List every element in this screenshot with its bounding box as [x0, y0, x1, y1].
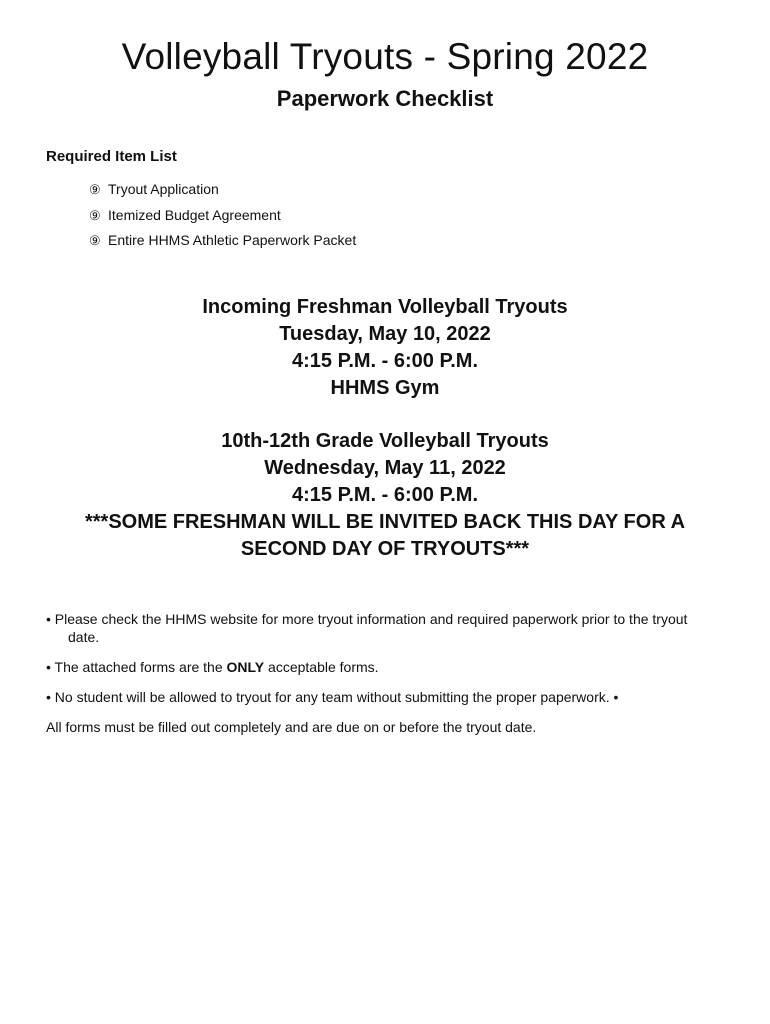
required-items-heading: Required Item List — [46, 148, 177, 165]
upperclass-tryout-time: 4:15 P.M. - 6:00 P.M. — [291, 484, 478, 506]
page-subtitle: Paperwork Checklist — [276, 86, 494, 111]
freshman-tryout-info — [0, 294, 770, 402]
website-note: • Please check the HHMS website for more tryout information and required paperwork prior to the tryout date. — [46, 611, 688, 645]
freshman-tryout-time: 4:15 P.M. - 6:00 P.M. — [291, 350, 478, 372]
freshman-tryout-date: Tuesday, May 10, 2022 — [279, 323, 491, 345]
paperwork-required-note: • No student will be allowed to tryout for any team without submitting the proper paperwork. • — [46, 689, 619, 705]
forms-note — [46, 658, 706, 676]
forms-due-note: All forms must be filled out completely and are due on or before the tryout date. — [46, 719, 537, 735]
list-item — [89, 205, 356, 231]
second-day-notice: ***SOME FRESHMAN WILL BE INVITED BACK THIS DAY FOR A SECOND DAY OF TRYOUTS*** — [84, 511, 686, 560]
freshman-tryout-title: Incoming Freshman Volleyball Tryouts — [202, 296, 568, 318]
checkbox-marker-icon: ⑨ — [89, 182, 101, 197]
notes-section — [46, 610, 706, 748]
upperclass-tryout-date: Wednesday, May 11, 2022 — [264, 457, 506, 479]
required-items-list — [89, 179, 356, 256]
upperclass-tryout-title: 10th-12th Grade Volleyball Tryouts — [221, 430, 549, 452]
upperclass-tryout-info — [0, 428, 770, 563]
checkbox-marker-icon: ⑨ — [89, 233, 101, 248]
forms-note-end: acceptable forms. — [264, 659, 379, 675]
forms-note-emphasis: ONLY — [226, 659, 265, 675]
freshman-tryout-location: HHMS Gym — [330, 377, 440, 399]
list-item — [89, 230, 356, 256]
list-item — [89, 179, 356, 205]
forms-note-start: • The attached forms are the — [46, 659, 227, 675]
list-item-label: Itemized Budget Agreement — [108, 206, 281, 223]
checkbox-marker-icon: ⑨ — [89, 207, 101, 223]
page-title: Volleyball Tryouts - Spring 2022 — [121, 36, 649, 77]
list-item-label: Tryout Application — [108, 181, 219, 197]
list-item-label: Entire HHMS Athletic Paperwork Packet — [108, 232, 357, 248]
